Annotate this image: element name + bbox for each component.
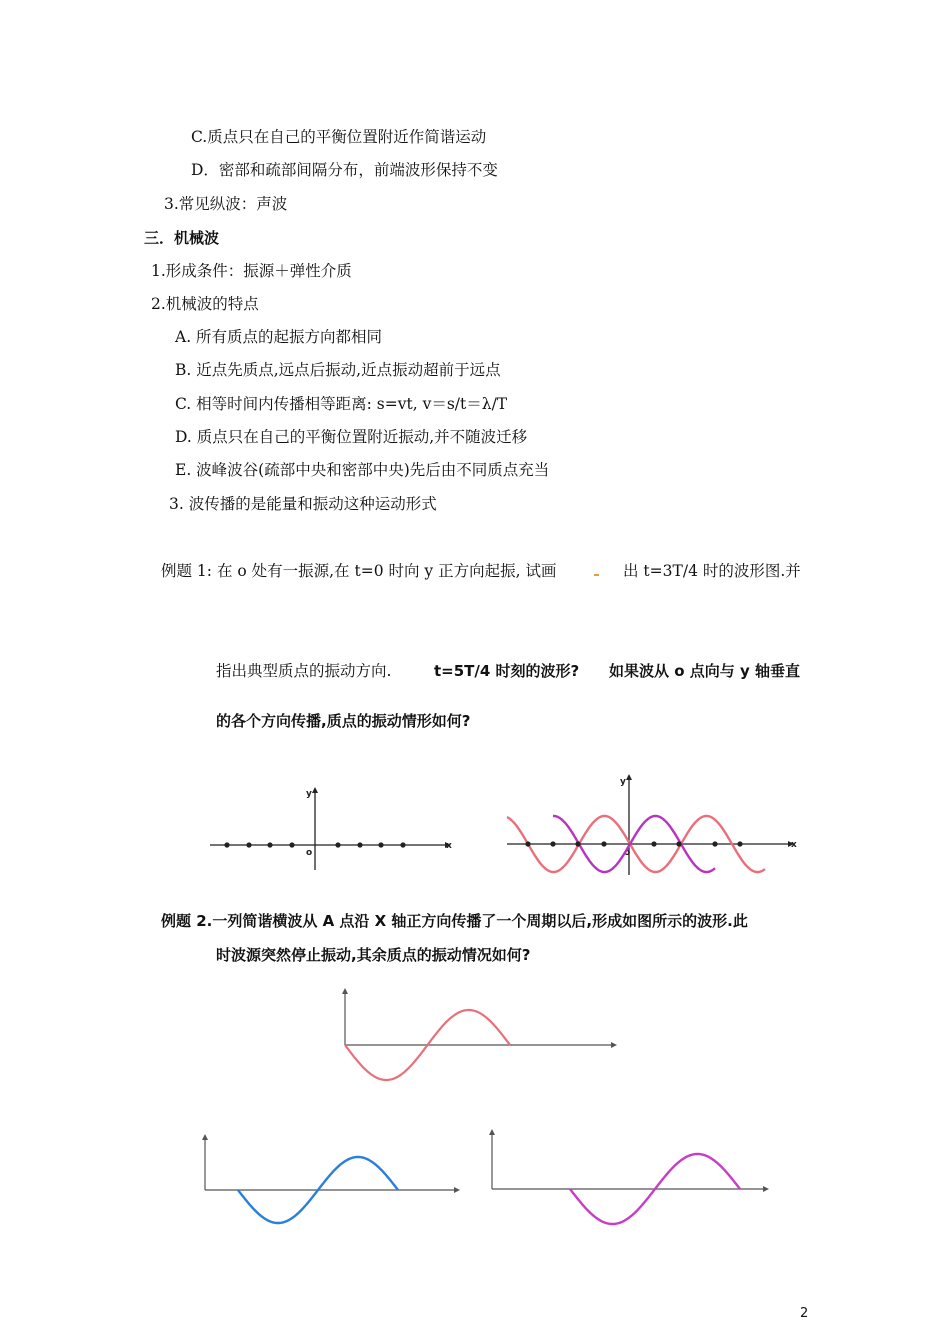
- x-label: x: [791, 840, 797, 850]
- page-number: 2: [800, 1306, 809, 1321]
- y-label: y: [620, 777, 626, 787]
- feature-e: E. 波峰波谷(疏部中央和密部中央)先后由不同质点充当: [175, 461, 550, 479]
- figure2-wave-red: [338, 985, 628, 1095]
- example1-line2-bold1: t=5T/4 时刻的波形?: [434, 662, 580, 680]
- y-arrow-icon: [342, 988, 348, 994]
- y-arrow-icon: [626, 774, 632, 780]
- x-label: x: [446, 841, 452, 851]
- origin-label: o: [624, 848, 631, 858]
- text-c-item: C.质点只在自己的平衡位置附近作简谐运动: [191, 128, 487, 146]
- feature-d: D. 质点只在自己的平衡位置附近振动,并不随波迁移: [175, 428, 528, 446]
- y-arrow-icon: [489, 1129, 495, 1135]
- feature-b: B. 近点先质点,远点后振动,近点振动超前于远点: [175, 361, 501, 379]
- example1-text-part1: 例题 1: 在 o 处有一振源,在 t=0 时向 y 正方向起振, 试画: [161, 562, 557, 580]
- text-d-item: D．密部和疏部间隔分布，前端波形保持不变: [191, 161, 498, 179]
- example1-line2-bold2: 如果波从 o 点向与 y 轴垂直: [609, 662, 800, 680]
- figure2-wave-pink: [485, 1125, 775, 1235]
- text-common-longitudinal: 3.常见纵波：声波: [164, 195, 288, 213]
- text-formation: 1.形成条件：振源＋弹性介质: [151, 262, 352, 280]
- example2-line2: 时波源突然停止振动,其余质点的振动情况如何?: [216, 946, 531, 964]
- x-arrow-icon: [763, 1186, 769, 1192]
- figure1-right-waves: [502, 770, 802, 880]
- section-title: 三．机械波: [144, 229, 220, 247]
- y-arrow-icon: [312, 787, 318, 793]
- example1-text-part2: 出 t=3T/4 时的波形图.并: [623, 562, 801, 580]
- x-arrow-icon: [454, 1187, 460, 1193]
- x-arrow-icon: [611, 1042, 617, 1048]
- edit-mark: [594, 574, 599, 576]
- y-arrow-icon: [202, 1134, 208, 1140]
- figure2-wave-blue: [198, 1130, 468, 1230]
- text-transmit: 3. 波传播的是能量和振动这种运动形式: [169, 495, 437, 513]
- feature-c: C. 相等时间内传播相等距离: s=vt, v＝s/t＝λ/T: [175, 395, 508, 413]
- feature-a: A. 所有质点的起振方向都相同: [175, 328, 383, 346]
- figure1-left-axes: [205, 785, 455, 875]
- example1-line2-normal: 指出典型质点的振动方向.: [216, 662, 392, 680]
- example2-line1: 例题 2.一列简谐横波从 A 点沿 X 轴正方向传播了一个周期以后,形成如图所示的波形.此: [161, 912, 748, 930]
- origin-label: o: [306, 848, 313, 858]
- text-features-title: 2.机械波的特点: [151, 295, 259, 313]
- example1-line3-bold: 的各个方向传播,质点的振动情形如何?: [216, 712, 471, 730]
- y-label: y: [306, 789, 312, 799]
